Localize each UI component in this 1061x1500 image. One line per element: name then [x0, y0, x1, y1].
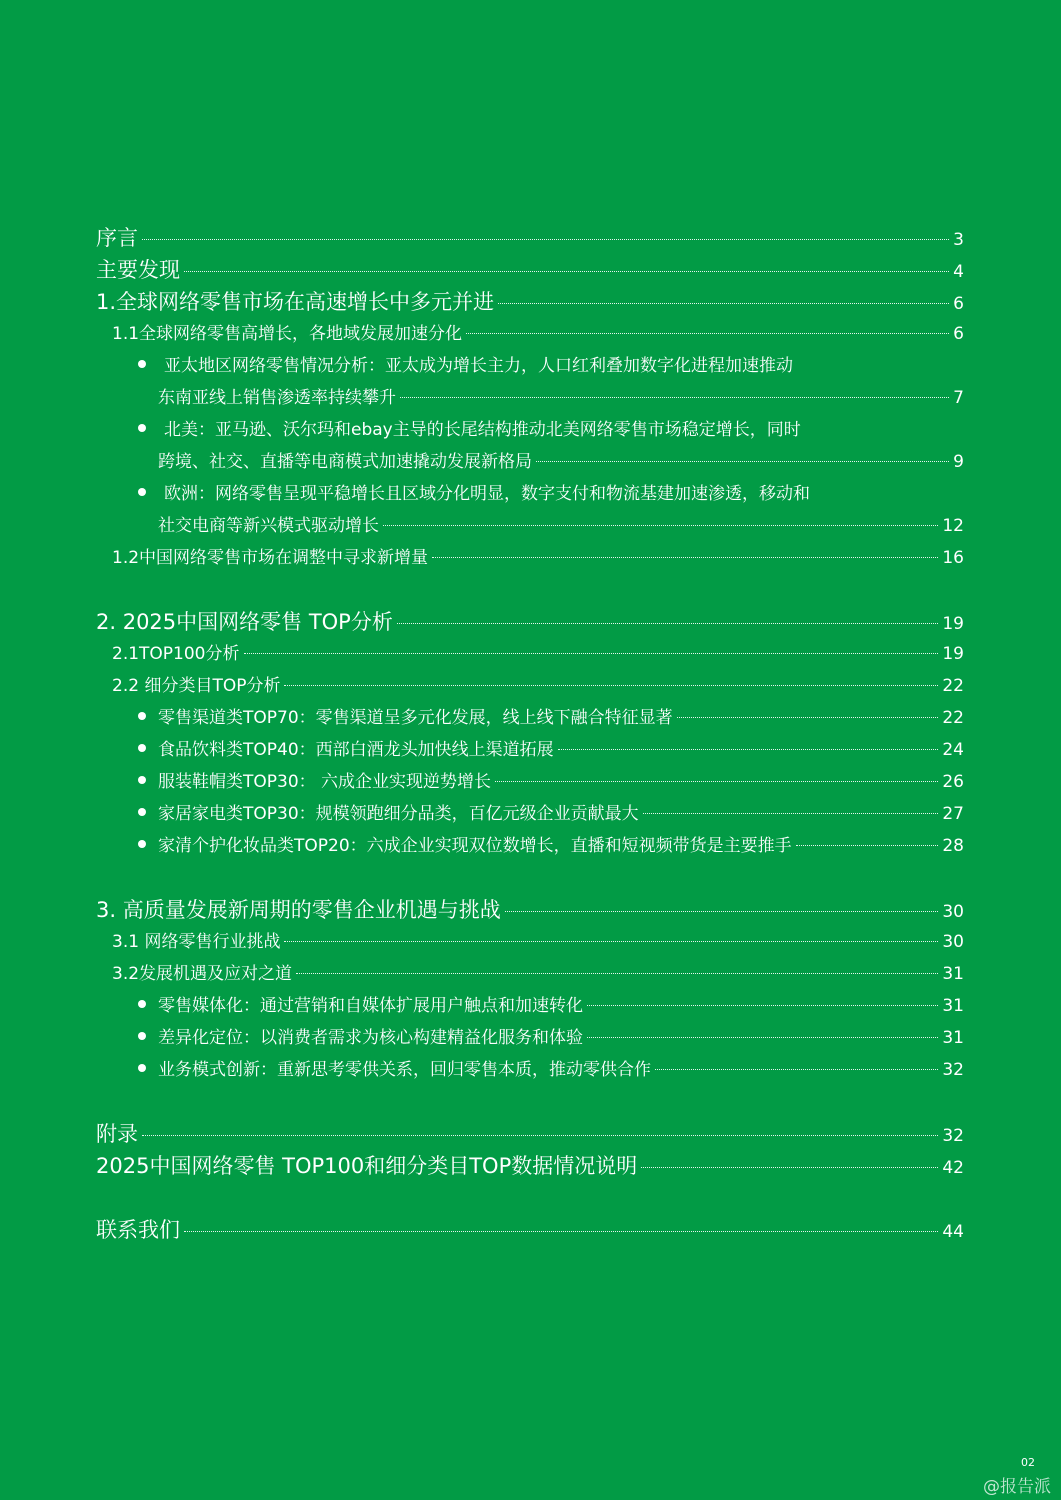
toc-entry-title: 1.1全球网络零售高增长，各地域发展加速分化 — [112, 324, 463, 344]
toc-entry-title-line2: 社交电商等新兴模式驱动增长 — [158, 516, 379, 536]
toc-entry-asia-pacific[interactable] — [96, 350, 964, 382]
dot-leader — [383, 525, 938, 526]
toc-page-number: 19 — [942, 644, 964, 664]
dot-leader — [587, 1005, 938, 1006]
bullet-icon — [138, 424, 146, 432]
bullet-icon — [138, 1064, 146, 1072]
dot-leader — [432, 557, 938, 558]
bullet-icon — [138, 1032, 146, 1040]
toc-entry-title: 食品饮料类TOP40：西部白酒龙头加快线上渠道拓展 — [158, 740, 554, 760]
toc-entry-title: 1.2中国网络零售市场在调整中寻求新增量 — [112, 548, 429, 568]
dot-leader — [397, 623, 939, 624]
toc-page-number: 9 — [953, 452, 964, 472]
toc-page-number: 42 — [942, 1158, 964, 1178]
toc-page-number: 26 — [942, 772, 964, 792]
dot-leader — [284, 941, 938, 942]
toc-entry-contact[interactable] — [96, 1214, 964, 1246]
toc-page-number: 31 — [942, 996, 964, 1016]
page-number: 02 — [1021, 1456, 1035, 1469]
toc-entry-title: 3. 高质量发展新周期的零售企业机遇与挑战 — [96, 898, 501, 922]
toc-entry-differentiation[interactable] — [96, 1022, 964, 1054]
watermark: @报告派 — [983, 1477, 1051, 1497]
toc-entry-retail-media[interactable] — [96, 990, 964, 1022]
toc-page-number: 22 — [942, 676, 964, 696]
table-of-contents — [96, 222, 964, 1246]
toc-entry-title: 序言 — [96, 226, 138, 250]
toc-page-number: 30 — [942, 932, 964, 952]
toc-entry-title: 主要发现 — [96, 258, 180, 282]
dot-leader — [643, 813, 939, 814]
toc-page-number: 32 — [942, 1126, 964, 1146]
toc-entry-section-1-1[interactable] — [96, 318, 964, 350]
toc-entry-section-2-1[interactable] — [96, 638, 964, 670]
toc-entry-north-america[interactable] — [96, 414, 964, 446]
toc-page-number: 19 — [942, 614, 964, 634]
toc-entry-section-1-2[interactable] — [96, 542, 964, 574]
toc-entry-title-line1: 亚太地区网络零售情况分析：亚太成为增长主力，人口红利叠加数字化进程加速推动 — [164, 356, 793, 376]
toc-entry-apparel[interactable] — [96, 766, 964, 798]
toc-page-number: 30 — [942, 902, 964, 922]
toc-entry-title-line1: 北美：亚马逊、沃尔玛和ebay主导的长尾结构推动北美网络零售市场稳定增长，同时 — [164, 420, 801, 440]
toc-entry-title: 3.2发展机遇及应对之道 — [112, 964, 293, 984]
toc-entry-section-3[interactable] — [96, 894, 964, 926]
dot-leader — [244, 653, 939, 654]
toc-entry-title: 3.1 网络零售行业挑战 — [112, 932, 281, 952]
dot-leader — [641, 1167, 938, 1168]
toc-entry-section-3-2[interactable] — [96, 958, 964, 990]
toc-page-number: 12 — [942, 516, 964, 536]
toc-page-number: 27 — [942, 804, 964, 824]
bullet-icon — [138, 712, 146, 720]
dot-leader — [677, 717, 939, 718]
dot-leader — [587, 1037, 938, 1038]
toc-page-number: 31 — [942, 1028, 964, 1048]
toc-entry-section-1[interactable] — [96, 286, 964, 318]
toc-entry-title-line2: 跨境、社交、直播等电商模式加速撬动发展新格局 — [158, 452, 532, 472]
bullet-icon — [138, 360, 146, 368]
dot-leader — [796, 845, 939, 846]
toc-entry-home-appliance[interactable] — [96, 798, 964, 830]
bullet-icon — [138, 1000, 146, 1008]
spacer — [96, 1182, 964, 1214]
toc-entry-section-2-2[interactable] — [96, 670, 964, 702]
toc-entry-section-2[interactable] — [96, 606, 964, 638]
toc-entry-title: 零售渠道类TOP70：零售渠道呈多元化发展，线上线下融合特征显著 — [158, 708, 673, 728]
bullet-icon — [138, 840, 146, 848]
bullet-icon — [138, 808, 146, 816]
bullet-icon — [138, 744, 146, 752]
toc-page-number: 6 — [953, 324, 964, 344]
toc-entry-north-america-cont[interactable] — [96, 446, 964, 478]
toc-entry-section-3-1[interactable] — [96, 926, 964, 958]
toc-entry-title: 差异化定位：以消费者需求为核心构建精益化服务和体验 — [158, 1028, 583, 1048]
dot-leader — [296, 973, 938, 974]
toc-page-number: 24 — [942, 740, 964, 760]
dot-leader — [400, 397, 949, 398]
spacer — [96, 1086, 964, 1118]
bullet-icon — [138, 488, 146, 496]
dot-leader — [558, 749, 939, 750]
toc-page-number: 16 — [942, 548, 964, 568]
toc-entry-title: 业务模式创新：重新思考零供关系，回归零售本质，推动零供合作 — [158, 1060, 651, 1080]
toc-entry-personal-care[interactable] — [96, 830, 964, 862]
toc-page-number: 4 — [953, 262, 964, 282]
toc-page-number: 22 — [942, 708, 964, 728]
toc-page-number: 6 — [953, 294, 964, 314]
toc-entry-title: 2025中国网络零售 TOP100和细分类目TOP数据情况说明 — [96, 1154, 638, 1178]
toc-entry-title: 1.全球网络零售市场在高速增长中多元并进 — [96, 290, 495, 314]
spacer — [96, 862, 964, 894]
toc-entry-title: 服装鞋帽类TOP30： 六成企业实现逆势增长 — [158, 772, 492, 792]
dot-leader — [142, 1135, 938, 1136]
toc-entry-business-model[interactable] — [96, 1054, 964, 1086]
toc-entry-asia-pacific-cont[interactable] — [96, 382, 964, 414]
dot-leader — [536, 461, 949, 462]
dot-leader — [184, 1231, 938, 1232]
toc-entry-title: 附录 — [96, 1122, 138, 1146]
dot-leader — [495, 781, 938, 782]
toc-page-number: 28 — [942, 836, 964, 856]
toc-entry-food-beverage[interactable] — [96, 734, 964, 766]
toc-entry-europe-cont[interactable] — [96, 510, 964, 542]
dot-leader — [284, 685, 938, 686]
toc-page-number: 32 — [942, 1060, 964, 1080]
toc-entry-title-line2: 东南亚线上销售渗透率持续攀升 — [158, 388, 396, 408]
dot-leader — [505, 911, 939, 912]
toc-entry-title: 2.2 细分类目TOP分析 — [112, 676, 281, 696]
dot-leader — [184, 271, 949, 272]
toc-page-number: 44 — [942, 1222, 964, 1242]
dot-leader — [498, 303, 949, 304]
toc-entry-title: 2. 2025中国网络零售 TOP分析 — [96, 610, 393, 634]
spacer — [96, 574, 964, 606]
toc-page-number: 7 — [953, 388, 964, 408]
toc-entry-title: 联系我们 — [96, 1218, 180, 1242]
toc-page-number: 31 — [942, 964, 964, 984]
toc-entry-findings[interactable] — [96, 254, 964, 286]
toc-entry-preface[interactable] — [96, 222, 964, 254]
toc-entry-title: 零售媒体化：通过营销和自媒体扩展用户触点和加速转化 — [158, 996, 583, 1016]
toc-entry-appendix-note[interactable] — [96, 1150, 964, 1182]
toc-entry-europe[interactable] — [96, 478, 964, 510]
toc-entry-title: 家清个护化妆品类TOP20：六成企业实现双位数增长，直播和短视频带货是主要推手 — [158, 836, 792, 856]
bullet-icon — [138, 776, 146, 784]
toc-entry-title: 2.1TOP100分析 — [112, 644, 240, 664]
toc-entry-retail-channel[interactable] — [96, 702, 964, 734]
toc-entry-title: 家居家电类TOP30：规模领跑细分品类，百亿元级企业贡献最大 — [158, 804, 639, 824]
dot-leader — [466, 333, 949, 334]
dot-leader — [142, 239, 949, 240]
toc-entry-title-line1: 欧洲：网络零售呈现平稳增长且区域分化明显，数字支付和物流基建加速渗透，移动和 — [164, 484, 810, 504]
toc-page-number: 3 — [953, 230, 964, 250]
toc-entry-appendix[interactable] — [96, 1118, 964, 1150]
dot-leader — [655, 1069, 938, 1070]
